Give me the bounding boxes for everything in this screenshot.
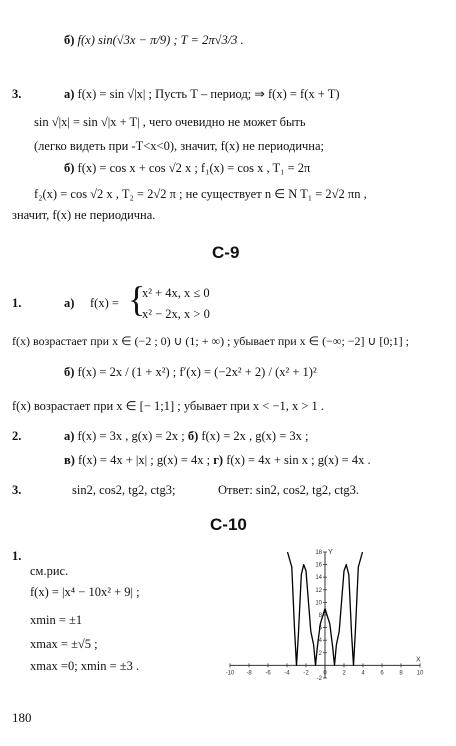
- c10-xmax-xmin: xmax =0; xmin = ±3 .: [30, 659, 140, 673]
- y-tick-label: 10: [315, 600, 322, 607]
- c9-p3-text: sin2, cos2, tg2, ctg3;: [72, 483, 176, 497]
- formula: f(x) sin(√3x − π/9) ; T = 2π√3/3 .: [77, 33, 244, 47]
- x-tick-label: -10: [225, 670, 235, 677]
- y-tick-label: 12: [315, 587, 322, 594]
- x-tick-label: -2: [303, 670, 309, 677]
- s8-p3b-line3: значит, f(x) не периодична.: [12, 208, 156, 222]
- x-tick-label: 8: [399, 670, 403, 677]
- y-tick-label: 6: [318, 625, 322, 632]
- x-tick-label: -6: [265, 670, 271, 677]
- item-label: а): [64, 429, 75, 443]
- formula: f(x) = 4x + sin x ; g(x) = 4x .: [226, 453, 371, 467]
- item-label: б): [64, 365, 75, 379]
- y-tick-label: 4: [318, 638, 322, 645]
- problem-number: 2.: [12, 429, 22, 443]
- function-graph: [222, 542, 428, 692]
- x-tick-label: 2: [342, 670, 346, 677]
- c10-function: f(x) = |x⁴ − 10x² + 9| ;: [30, 585, 140, 599]
- s8-p3a-line3: (легко видеть при -T<x<0), значит, f(x) не периодична;: [34, 139, 325, 153]
- s8-b-line: [64, 32, 244, 48]
- section-title-c9: С-9: [212, 243, 240, 262]
- c9-p2-line2: [64, 452, 371, 468]
- item-label: г): [213, 453, 224, 467]
- formula: f(x) = 2x , g(x) = 3x ;: [201, 429, 309, 443]
- s8-p3a-line2: sin √|x| = sin √|x + T| , чего очевидно не может быть: [34, 115, 306, 129]
- c9-p1a-monotonicity: f(x) возрастает при x ∈ (−2 ; 0) ∪ (1; + ∞) ; убывает при x ∈ (−∞; −2] ∪ [0;1] ;: [12, 334, 409, 348]
- section-title-c10: С-10: [210, 515, 247, 534]
- y-tick-label: 18: [315, 550, 322, 556]
- x-tick-label: 6: [380, 670, 384, 677]
- s8-p3a-line1: [64, 86, 340, 102]
- see-figure: см.рис.: [30, 564, 69, 578]
- x-tick-label: -4: [284, 670, 290, 677]
- formula: f(x) = sin √|x| ; Пусть Т – период; ⇒ f(x) = f(x + T): [77, 87, 340, 101]
- item-label: б): [187, 429, 199, 443]
- c9-p3-answer: Ответ: sin2, cos2, tg2, ctg3.: [218, 483, 360, 497]
- x-tick-label: 0: [323, 670, 327, 677]
- formula: f(x) = 4x + |x| ; g(x) = 4x ;: [78, 453, 211, 467]
- s8-p3b-line1: [64, 160, 310, 176]
- x-tick-label: -8: [246, 670, 252, 677]
- x-axis-label: X: [416, 656, 421, 664]
- y-tick-label: 16: [315, 562, 322, 569]
- formula: f(x) = 3x , g(x) = 2x ;: [77, 429, 185, 443]
- c10-xmin: xmin = ±1: [30, 613, 83, 627]
- problem-number: 1.: [12, 296, 22, 310]
- piecewise-case-1: x² + 4x, x ≤ 0: [142, 286, 210, 300]
- page-number: 180: [12, 710, 32, 725]
- item-label: б): [64, 161, 75, 175]
- piecewise-case-2: x² − 2x, x > 0: [142, 307, 210, 321]
- x-tick-label: 4: [361, 670, 365, 677]
- formula: f(x) = cos x + cos √2 x ; f₁(x) = cos x , T₁ = 2π: [77, 161, 311, 175]
- brace-icon: {: [128, 279, 146, 319]
- item-label: б): [64, 33, 75, 47]
- item-label: в): [64, 453, 75, 467]
- x-tick-label: 10: [416, 670, 424, 677]
- s8-p3b-line2: f₂(x) = cos √2 x , T₂ = 2√2 π ; не существует n ∈ N T₁ = 2√2 πn ,: [34, 187, 367, 201]
- y-tick-label: 8: [318, 613, 322, 619]
- y-tick-label: -2: [316, 676, 322, 682]
- y-tick-label: 14: [315, 575, 322, 582]
- y-axis-label: Y: [328, 549, 333, 556]
- item-label: а): [64, 87, 75, 101]
- c9-p1b-monotonicity: f(x) возрастает при x ∈ [− 1;1] ; убывает при x < −1, x > 1 .: [12, 399, 325, 413]
- y-tick-label: 2: [318, 650, 322, 657]
- c10-xmax: xmax = ±√5 ;: [30, 637, 98, 651]
- c9-p2-line1: [64, 428, 309, 444]
- problem-number: 3.: [12, 87, 22, 101]
- item-label: а): [64, 296, 75, 310]
- problem-number: 1.: [12, 549, 22, 563]
- piecewise-lhs: f(x) =: [90, 296, 119, 310]
- formula: f(x) = 2x / (1 + x²) ; f′(x) = (−2x² + 2) / (x² + 1)²: [77, 365, 317, 379]
- problem-number: 3.: [12, 483, 22, 497]
- c9-p1b-line: [64, 364, 317, 380]
